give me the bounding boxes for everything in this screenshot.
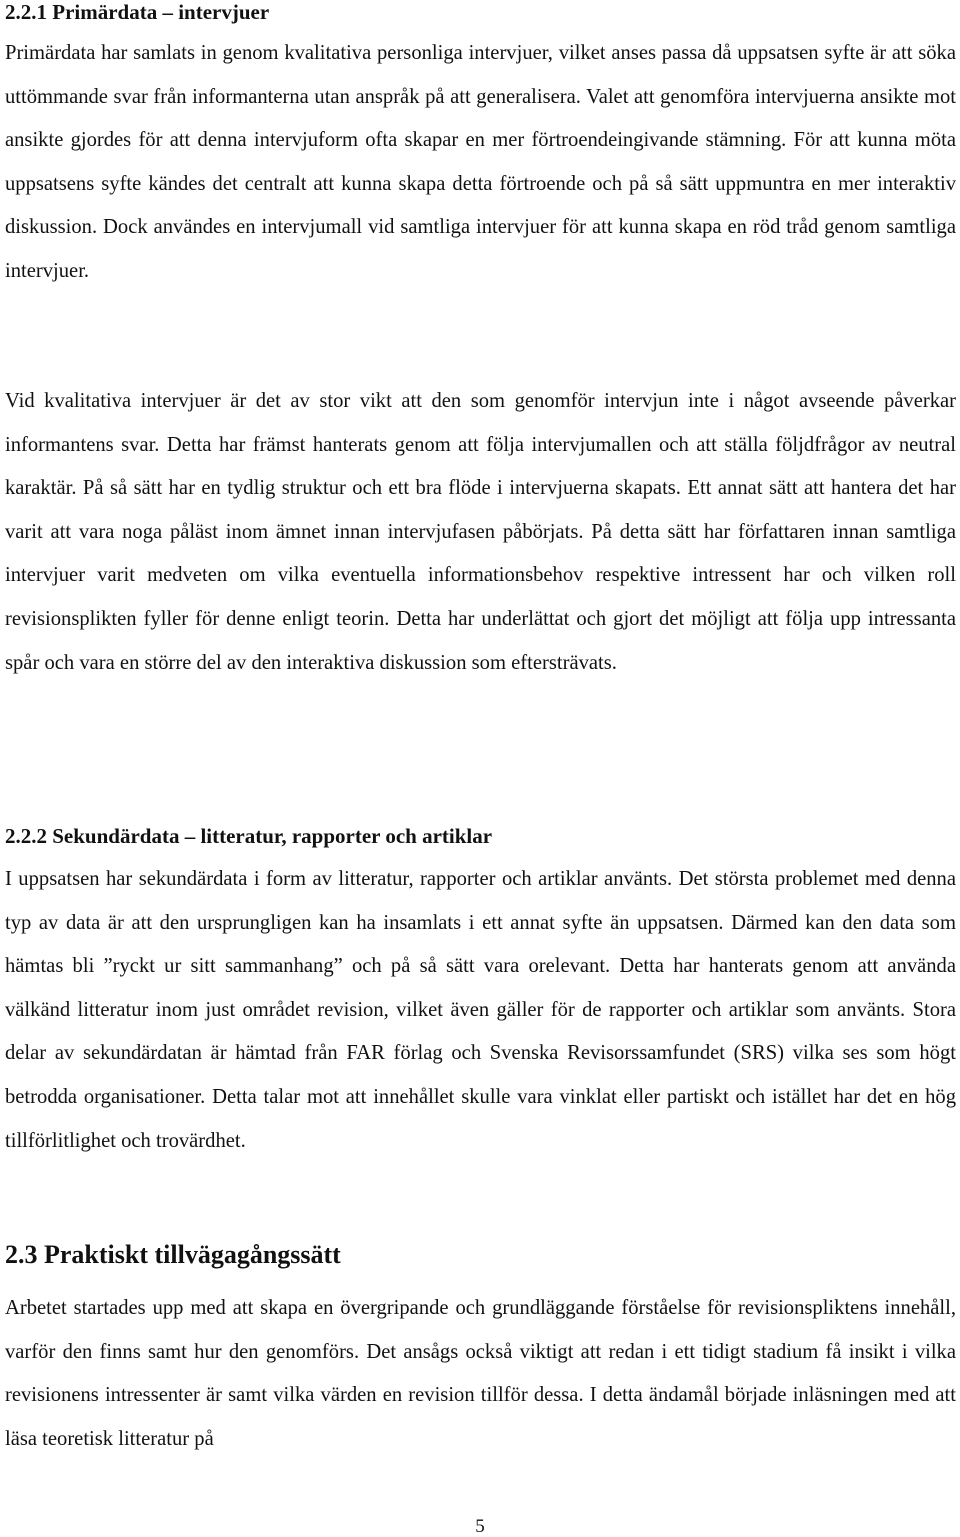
section-heading-secondary-data: 2.2.2 Sekundärdata – litteratur, rapporter och artiklar (5, 824, 493, 848)
section-heading-practical-approach: 2.3 Praktiskt tillvägagångssätt (5, 1240, 341, 1269)
paragraph-primary-2: Vid kvalitativa intervjuer är det av stor vikt att den som genomför intervjun inte i något avseende påverkar informantens svar. Detta har främst hanterats genom att följa intervjumallen och att ställa följdfrågor av neutral karaktär. På så sätt har en tydlig struktur och ett bra flöde i intervjuerna skapats. Ett annat sätt att hantera det har varit att vara noga påläst inom ämnet innan intervjufasen påbörjats. På detta sätt har författaren innan samtliga intervjuer varit medveten om vilka eventuella informationsbehov respektive intressent har och vilken roll revisionsplikten fyller för denne enligt teorin. Detta har underlättat och gjort det möjligt att följa upp intressanta spår och vara en större del av den interaktiva diskussion som eftersträvats. (5, 390, 956, 674)
page-number: 5 (475, 1516, 485, 1537)
section-heading-primary-data: 2.2.1 Primärdata – intervjuer (5, 0, 270, 24)
paragraph-secondary-1: I uppsatsen har sekundärdata i form av litteratur, rapporter och artiklar använts. Det största problemet med denna typ av data är att den ursprungligen kan ha insamlats i ett annat syfte än uppsatsen. Därmed kan den data som hämtas bli ”ryckt ur sitt sammanhang” och på så sätt vara orelevant. Detta har hanterats genom att använda välkänd litteratur inom just området revision, vilket även gäller för de rapporter och artiklar som använts. Stora delar av sekundärdatan är hämtad från FAR förlag och Svenska Revisorssamfundet (SRS) vilka ses som högt betrodda organisationer. Detta talar mot att innehållet skulle vara vinklat eller partiskt och istället har det en hög tillförlitlighet och trovärdhet. (5, 868, 956, 1152)
paragraph-primary-1: Primärdata har samlats in genom kvalitativa personliga intervjuer, vilket anses passa då uppsatsen syfte är att söka uttömmande svar från informanterna utan anspråk på att generalisera. Valet att genomföra intervjuerna ansikte mot ansikte gjordes för att denna intervjuform ofta skapar en mer förtroendeingivande stämning. För att kunna möta uppsatsens syfte kändes det centralt att kunna skapa detta förtroende och på så sätt uppmuntra en mer interaktiv diskussion. Dock användes en intervjumall vid samtliga intervjuer för att kunna skapa en röd tråd genom samtliga intervjuer. (5, 42, 956, 282)
paragraph-practical-1: Arbetet startades upp med att skapa en övergripande och grundläggande förståelse för revisionspliktens innehåll, varför den finns samt hur den genomförs. Det ansågs också viktigt att redan i ett tidigt stadium få insikt i vilka revisionens intressenter är samt vilka värden en revision tillför dessa. I detta ändamål började inläsningen med att läsa teoretisk litteratur på (5, 1297, 956, 1450)
